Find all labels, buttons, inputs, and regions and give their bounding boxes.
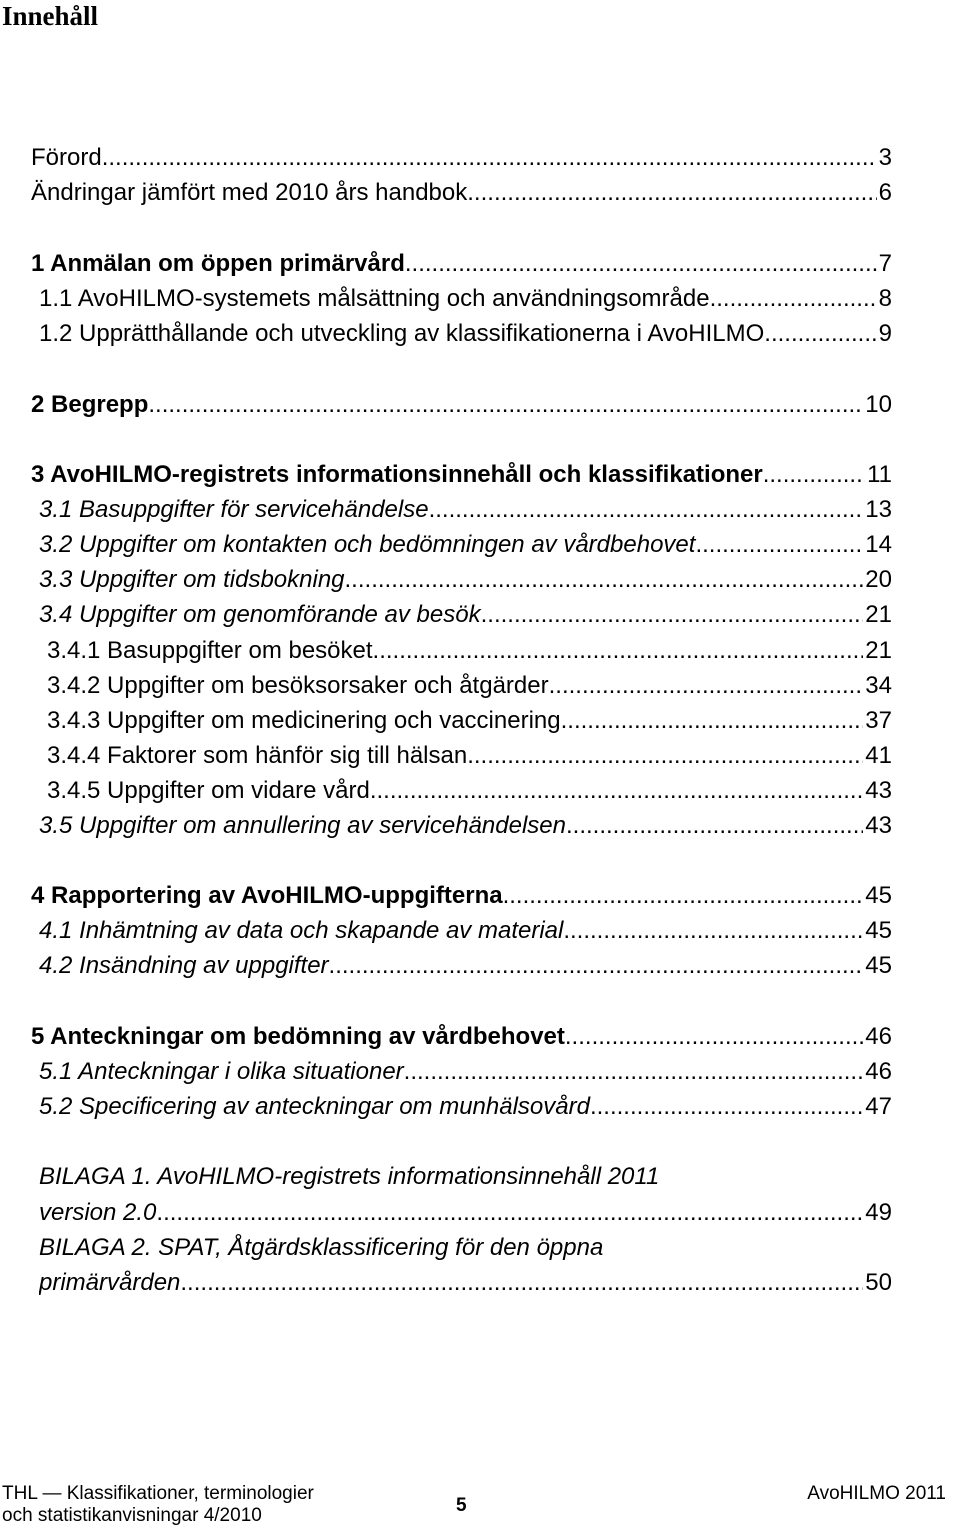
toc-entry-title: version 2.0	[39, 1199, 157, 1226]
toc-entry[interactable]	[39, 529, 892, 561]
toc-leader	[102, 142, 877, 174]
toc-entry-page: 6	[878, 179, 892, 206]
toc-entry[interactable]	[39, 318, 892, 350]
toc-leader	[370, 775, 863, 807]
toc-leader	[467, 177, 876, 209]
toc-leader	[429, 494, 864, 526]
toc-entry-title: 1.2 Upprätthållande och utveckling av klassifikationerna i AvoHILMO	[39, 320, 765, 347]
toc-entry-page: 45	[865, 952, 892, 979]
toc-leader	[467, 740, 863, 772]
toc-entry-title: 3.4.1 Basuppgifter om besöket	[47, 637, 373, 664]
toc-leader	[566, 810, 863, 842]
toc-entry[interactable]	[39, 564, 892, 596]
toc-entry-page: 45	[865, 882, 892, 909]
toc-entry-page: 37	[865, 707, 892, 734]
toc-entry-title: 2 Begrepp	[31, 391, 149, 418]
toc-entry-page: 21	[865, 601, 892, 628]
toc-entry-title: 5.1 Anteckningar i olika situationer	[39, 1058, 404, 1085]
toc-leader	[561, 705, 864, 737]
toc-entry-page: 43	[865, 777, 892, 804]
toc-leader	[481, 599, 864, 631]
toc-leader	[695, 529, 863, 561]
toc-entry-title: 4 Rapportering av AvoHILMO-uppgifterna	[31, 882, 503, 909]
toc-entry[interactable]	[31, 459, 892, 491]
page-title: Innehåll	[2, 1, 99, 31]
footer-publisher	[2, 1483, 314, 1527]
toc-entry-page: 50	[865, 1269, 892, 1296]
toc-leader	[503, 880, 864, 912]
toc-entry-page: 43	[865, 812, 892, 839]
toc-entry[interactable]	[31, 389, 892, 421]
toc-entry-page: 45	[865, 917, 892, 944]
toc-entry-page: 20	[865, 566, 892, 593]
footer-publisher-line-2: och statistikanvisningar 4/2010	[2, 1505, 262, 1526]
toc-entry-title: 3.4.5 Uppgifter om vidare vård	[47, 777, 370, 804]
toc-entry-title: 3.4.4 Faktorer som hänför sig till hälsan	[47, 742, 468, 769]
toc-entry[interactable]	[39, 950, 892, 982]
toc-entry-title: 3.4 Uppgifter om genomförande av besök	[39, 601, 481, 628]
toc-entry-title: 3.2 Uppgifter om kontakten och bedömningen av vårdbehovet	[39, 531, 696, 558]
toc-entry-page: 49	[865, 1199, 892, 1226]
toc-leader	[180, 1267, 863, 1299]
toc-entry-title: 3.4.2 Uppgifter om besöksorsaker och åtgärder	[47, 672, 549, 699]
toc-entry[interactable]	[39, 810, 892, 842]
toc-entry-title: 3 AvoHILMO-registrets informationsinnehåll och klassifikationer	[31, 461, 763, 488]
toc-entry[interactable]	[31, 177, 892, 209]
toc-entry-appendix-1[interactable]	[39, 1197, 892, 1229]
toc-leader	[563, 915, 863, 947]
toc-entry[interactable]	[47, 670, 892, 702]
toc-entry-title: 4.2 Insändning av uppgifter	[39, 952, 329, 979]
toc-entry[interactable]	[39, 283, 892, 315]
toc-leader	[156, 1197, 863, 1229]
toc-entry-title: 3.1 Basuppgifter för servicehändelse	[39, 496, 429, 523]
toc-leader	[405, 248, 877, 280]
toc-entry-title: 3.5 Uppgifter om annullering av servicehändelsen	[39, 812, 566, 839]
toc-entry-page: 3	[878, 144, 892, 171]
appendix-1-title: BILAGA 1. AvoHILMO-registrets informationsinnehåll 2011	[39, 1163, 660, 1190]
toc-entry[interactable]	[31, 880, 892, 912]
toc-entry-page: 7	[878, 250, 892, 277]
toc-entry-title: 5 Anteckningar om bedömning av vårdbehovet	[31, 1023, 565, 1050]
footer-publisher-line-1: THL — Klassifikationer, terminologier	[2, 1483, 314, 1504]
toc-entry[interactable]	[31, 248, 892, 280]
toc-entry[interactable]	[39, 1056, 892, 1088]
toc-entry[interactable]	[47, 705, 892, 737]
toc-entry-page: 21	[865, 637, 892, 664]
toc-leader	[373, 635, 864, 667]
toc-entry-title: 1 Anmälan om öppen primärvård	[31, 250, 405, 277]
toc-leader	[549, 670, 864, 702]
toc-entry[interactable]	[39, 494, 892, 526]
toc-entry-title: Ändringar jämfört med 2010 års handbok	[31, 179, 468, 206]
toc-entry[interactable]	[31, 142, 892, 174]
page-number: 5	[456, 1495, 467, 1516]
toc-entry-page: 46	[865, 1058, 892, 1085]
toc-entry-page: 11	[867, 461, 892, 488]
toc-leader	[345, 564, 864, 596]
toc-leader	[763, 459, 865, 491]
toc-entry-title: 4.1 Inhämtning av data och skapande av material	[39, 917, 564, 944]
toc-entry[interactable]	[39, 1091, 892, 1123]
toc-entry-title: Förord	[31, 144, 102, 171]
toc-entry-page: 46	[865, 1023, 892, 1050]
toc-entry-page: 9	[878, 320, 892, 347]
toc-entry[interactable]	[39, 599, 892, 631]
toc-entry[interactable]	[39, 915, 892, 947]
appendix-2-title: BILAGA 2. SPAT, Åtgärdsklassificering för den öppna	[39, 1234, 604, 1261]
toc-leader	[710, 283, 877, 315]
toc-entry[interactable]	[47, 740, 892, 772]
toc-leader	[404, 1056, 864, 1088]
toc-entry-title: primärvården	[39, 1269, 181, 1296]
toc-entry-page: 41	[865, 742, 892, 769]
toc-entry-title: 5.2 Specificering av anteckningar om munhälsovård	[39, 1093, 590, 1120]
footer-document-name: AvoHILMO 2011	[807, 1483, 946, 1504]
toc-leader	[590, 1091, 863, 1123]
toc-entry-page: 10	[865, 391, 892, 418]
toc-leader	[764, 318, 876, 350]
toc-entry-page: 47	[865, 1093, 892, 1120]
toc-entry-title: 3.3 Uppgifter om tidsbokning	[39, 566, 345, 593]
toc-entry-page: 13	[865, 496, 892, 523]
toc-leader	[565, 1021, 863, 1053]
toc-entry-appendix-2[interactable]	[39, 1267, 892, 1299]
toc-entry[interactable]	[47, 775, 892, 807]
toc-leader	[329, 950, 864, 982]
toc-entry-page: 34	[865, 672, 892, 699]
toc-entry-title: 3.4.3 Uppgifter om medicinering och vaccinering	[47, 707, 561, 734]
toc-leader	[148, 389, 863, 421]
toc-entry-page: 14	[865, 531, 892, 558]
toc-entry[interactable]	[47, 635, 892, 667]
toc-entry-page: 8	[878, 285, 892, 312]
toc-entry-title: 1.1 AvoHILMO-systemets målsättning och användningsområde	[39, 285, 710, 312]
toc-entry[interactable]	[31, 1021, 892, 1053]
